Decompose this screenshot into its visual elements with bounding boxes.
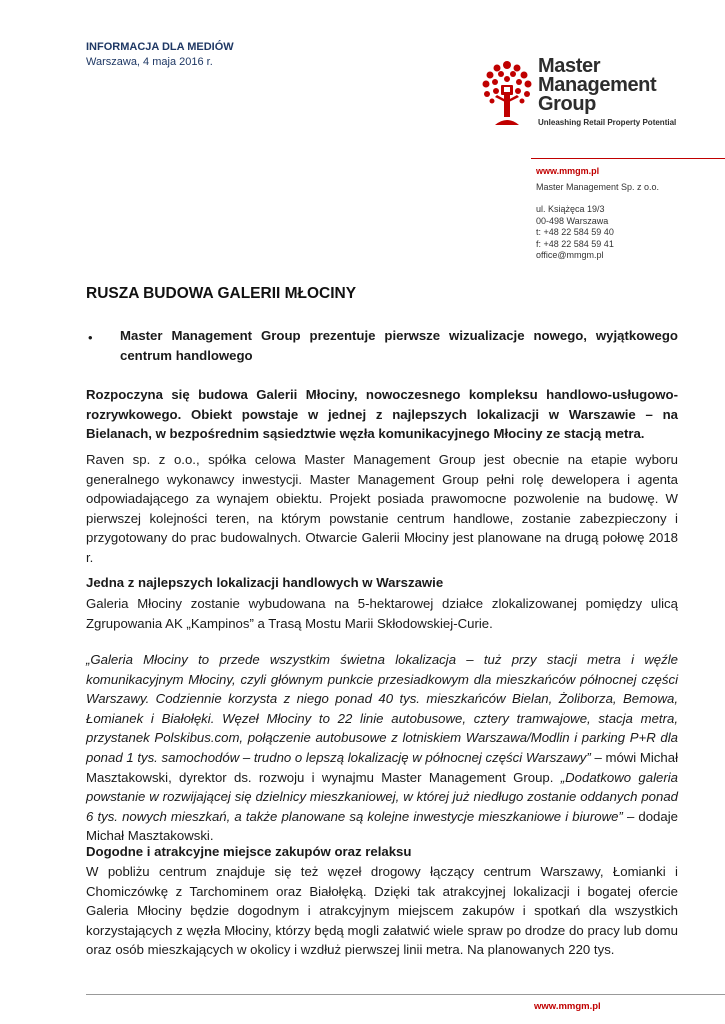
paragraph-2: Galeria Młociny zostanie wybudowana na 5-hektarowej działce zlokalizowanej pomiędzy ulicą Zgrupowania AK „Kampinos” a Trasą Mostu Marii Skłodowskiej-Curie.	[86, 596, 678, 631]
bullet-point: Master Management Group prezentuje pierwsze wizualizacje nowego, wyjątkowego centrum handlowego	[120, 328, 678, 363]
quote-1: „Galeria Młociny to przede wszystkim świetna lokalizacja – tuż przy stacji metra i węźle komunikacyjnym Młociny, czyli głównym punkcie przesiadkowym dla mieszkańców północnej części Warszawy. Codziennie korzysta z niego ponad 40 tys. mieszkańców Bielan, Żoliborza, Bemowa, Łomianek i Białołęki. Węzeł Młociny to 22 linie autobusowe, cztery tramwajowe, stacja metra, przystanek Polskibus.com, połączenie autobusowe z lotniskiem Warszawa/Modlin i parking P+R dla ponad 1 tys. samochodów – trudno o lepszą lokalizację w północnej części Warszawy”	[86, 652, 678, 765]
press-date: Warszawa, 4 maja 2016 r.	[86, 56, 213, 68]
quote-2: „Dodatkowo galeria powstanie w rozwijającej się dzielnicy mieszkaniowej, w której już niedługo zostanie oddanych ponad 6 tys. nowych mieszkań, a także planowane są kolejne inwestycje mieszkaniowe i biurowe”	[86, 769, 678, 824]
lead-paragraph: Rozpoczyna się budowa Galerii Młociny, nowoczesnego kompleksu handlowo-usługowo-rozrywkowego. Obiekt powstaje w jednej z najlepszych lokalizacji w Warszawie – na Bielanach, w bezpośrednim sąsiedztwie węzła komunikacyjnego Młociny ze stacją metra.	[86, 387, 678, 442]
phone-number: t: +48 22 584 59 40	[536, 227, 614, 237]
section-heading-location: Jedna z najlepszych lokalizacji handlowych w Warszawie	[86, 575, 444, 590]
quote-attribution-2: – dodaje Michał Masztakowski.	[86, 808, 678, 844]
contact-address	[536, 204, 614, 262]
section-heading-shopping: Dogodne i atrakcyjne miejsce zakupów oraz relaksu	[86, 844, 412, 859]
logo-wordmark	[538, 57, 656, 114]
tree-logo-icon	[481, 57, 533, 131]
company-logo	[481, 57, 691, 131]
bullet-dot: •	[88, 330, 93, 345]
paragraph-4: W pobliżu centrum znajduje się też węzeł drogowy łączący centrum Warszawy, Łomianki i Chomiczówkę z Tarchominem oraz Białołęką. Dzięki tak atrakcyjnej lokalizacji i bogatej ofercie Galeria Młociny będzie dogodnym i atrakcyjnym miejscem zakupów i spotkań dla wszystkich korzystających z węzła Młociny, którzy będą mogli załatwić wiele spraw po drodze do pracy lub domu oraz osób mieszkających w okolicy i wzdłuż pierwszej linii metra. Na planowanych 220 tys.	[86, 864, 678, 958]
article-title: RUSZA BUDOWA GALERII MŁOCINY	[86, 285, 357, 302]
paragraph-1: Raven sp. z o.o., spółka celowa Master Management Group jest obecnie na etapie wyboru generalnego wykonawcy inwestycji. Master Management Group pełni rolę dewelopera i agenta odpowiadającego za wynajem obiektu. Projekt posiada prawomocne pozwolenie na budowę. W pierwszej kolejności teren, na którym powstanie centrum handlowe, zostanie zabezpieczony i przygotowany do prac budowalnych. Otwarcie Galerii Młociny jest planowane na drugą połowę 2018 r.	[86, 452, 678, 565]
logo-line-group: Group	[538, 93, 596, 115]
fax-number: f: +48 22 584 59 41	[536, 238, 614, 249]
footer-website-link[interactable]: www.mmgm.pl	[534, 1001, 601, 1012]
website-link[interactable]: www.mmgm.pl	[536, 166, 600, 176]
quote-paragraph	[86, 650, 678, 846]
logo-tagline: Unleashing Retail Property Potential	[538, 118, 677, 127]
email-link[interactable]: office@mmgm.pl	[536, 250, 604, 260]
company-name: Master Management Sp. z o.o.	[536, 182, 660, 192]
media-info-label: INFORMACJA DLA MEDIÓW	[86, 41, 234, 53]
address-street: ul. Książęca 19/3	[536, 204, 605, 214]
address-city: 00-498 Warszawa	[536, 215, 609, 226]
logo-line-master: Master	[538, 55, 601, 77]
quote-attribution: – mówi Michał Masztakowski, dyrektor ds. rozwoju i wynajmu Master Management Group.	[86, 749, 679, 785]
logo-line-management: Management	[538, 74, 657, 96]
header-divider	[531, 158, 725, 159]
footer-divider	[86, 994, 725, 995]
